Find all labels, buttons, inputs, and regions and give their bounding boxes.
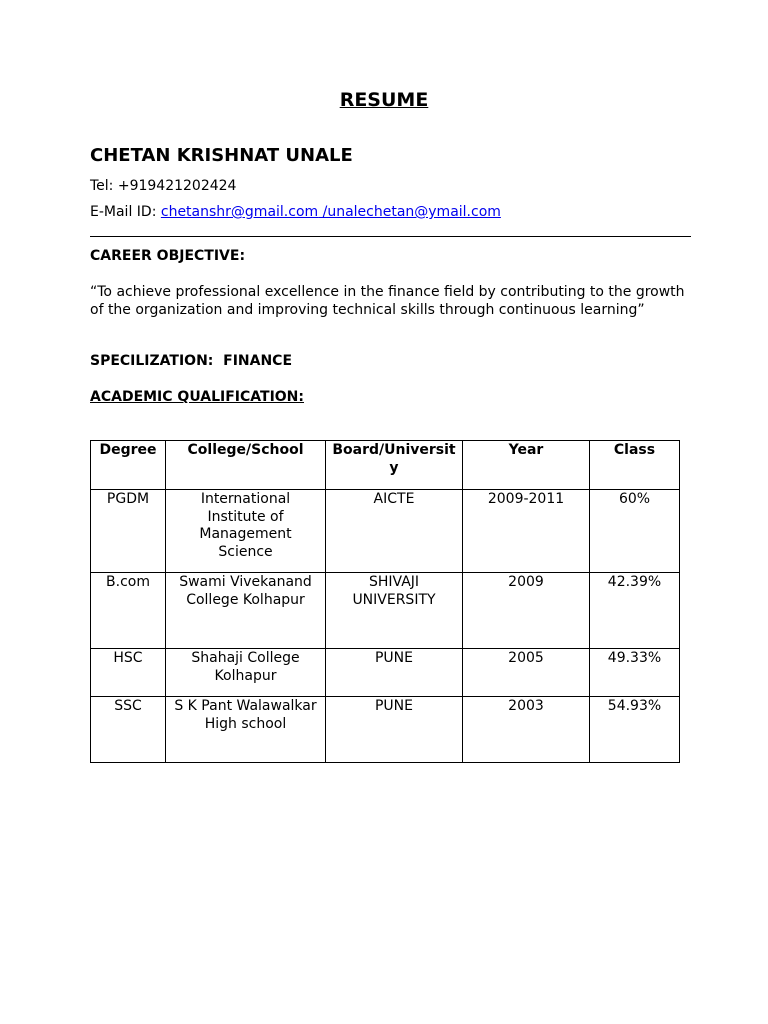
cell-degree: B.com [91,573,166,649]
table-row [91,697,680,763]
specialization: SPECILIZATION: FINANCE [90,353,293,369]
career-objective-heading: CAREER OBJECTIVE: [90,248,246,264]
academic-qualification-heading: ACADEMIC QUALIFICATION: [90,389,304,405]
table-row [91,573,680,649]
table-row [91,490,680,573]
email-label: E-Mail ID: [90,204,161,220]
table-row [91,649,680,697]
email-line [90,204,501,220]
cell-year: 2009-2011 [463,490,590,573]
cell-class: 54.93% [590,697,680,763]
cell-college: Shahaji College Kolhapur [166,649,326,697]
cell-class: 42.39% [590,573,680,649]
cell-degree: SSC [91,697,166,763]
cell-year: 2005 [463,649,590,697]
telephone: Tel: +919421202424 [90,178,237,194]
cell-class: 60% [590,490,680,573]
cell-board: AICTE [326,490,463,573]
qualification-table [90,440,680,763]
cell-year: 2003 [463,697,590,763]
cell-board: SHIVAJI UNIVERSITY [326,573,463,649]
email-link-secondary[interactable]: /unalechetan@ymail.com [318,204,501,220]
header-year: Year [463,441,590,490]
cell-year: 2009 [463,573,590,649]
cell-board: PUNE [326,697,463,763]
cell-class: 49.33% [590,649,680,697]
cell-college: Swami Vivekanand College Kolhapur [166,573,326,649]
career-objective-text: “To achieve professional excellence in the finance field by contributing to the growth of the organization and improving technical skills through continuous learning” [90,284,685,318]
section-divider [90,236,691,237]
header-class: Class [590,441,680,490]
header-degree: Degree [91,441,166,490]
cell-degree: PGDM [91,490,166,573]
cell-college: S K Pant Walawalkar High school [166,697,326,763]
cell-board: PUNE [326,649,463,697]
header-board: Board/University [326,441,463,490]
header-college: College/School [166,441,326,490]
candidate-name: CHETAN KRISHNAT UNALE [90,145,353,166]
cell-college: International Institute of Management Science [166,490,326,573]
resume-title: RESUME [339,89,429,111]
email-link-primary[interactable]: chetanshr@gmail.com [160,204,319,220]
table-header-row [91,441,680,490]
cell-degree: HSC [91,649,166,697]
